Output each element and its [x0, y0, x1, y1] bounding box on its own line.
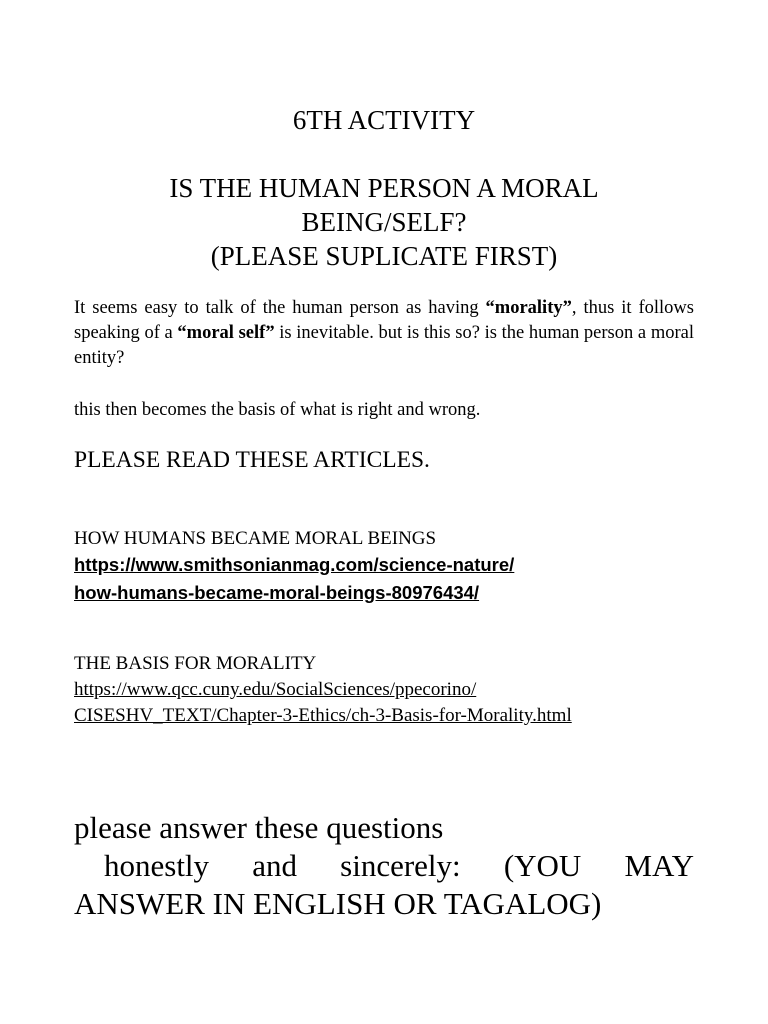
article-2-link-line-1[interactable]: https://www.qcc.cuny.edu/SocialSciences/ppecorino/: [74, 679, 477, 700]
article-2-link-line-2[interactable]: CISESHV_TEXT/Chapter-3-Ethics/ch-3-Basis-for-Morality.html: [74, 705, 572, 726]
instructions-line-2: [74, 848, 694, 884]
question-line-3: (PLEASE SUPLICATE FIRST): [210, 241, 558, 271]
activity-title: 6TH ACTIVITY: [292, 105, 476, 135]
article-1-link-line-2[interactable]: how-humans-became-moral-beings-80976434/: [74, 582, 480, 603]
article-2-title: THE BASIS FOR MORALITY: [74, 653, 317, 674]
intro-part-2: , thus it follows speaking of a: [74, 298, 694, 343]
article-1-title: HOW HUMANS BECAME MORAL BEINGS: [74, 528, 437, 549]
question-line-2: BEING/SELF?: [301, 207, 467, 237]
instructions-word: honestly: [104, 848, 210, 883]
intro-quote-morality: “morality”: [485, 298, 572, 318]
intro-part-1: It seems easy to talk of the human person as having: [74, 298, 486, 318]
question-line-1: IS THE HUMAN PERSON A MORAL: [169, 173, 599, 203]
instructions-word: and: [252, 848, 297, 883]
instructions-line-3: ANSWER IN ENGLISH OR TAGALOG): [74, 886, 602, 921]
intro-part-3: is inevitable. but is this so? is the human person a moral entity?: [74, 323, 694, 368]
instructions-word: sincerely:: [340, 848, 461, 883]
read-articles-heading: PLEASE READ THESE ARTICLES.: [74, 447, 430, 473]
instructions-word: MAY: [624, 848, 694, 883]
intro-quote-moral-self: “moral self”: [177, 323, 275, 343]
instructions-line-1: please answer these questions: [74, 810, 444, 845]
basis-paragraph: this then becomes the basis of what is right and wrong.: [74, 400, 481, 420]
instructions-word: (YOU: [503, 848, 582, 883]
article-1-link-line-1[interactable]: https://www.smithsonianmag.com/science-nature/: [74, 554, 515, 575]
intro-paragraph: [74, 296, 694, 371]
